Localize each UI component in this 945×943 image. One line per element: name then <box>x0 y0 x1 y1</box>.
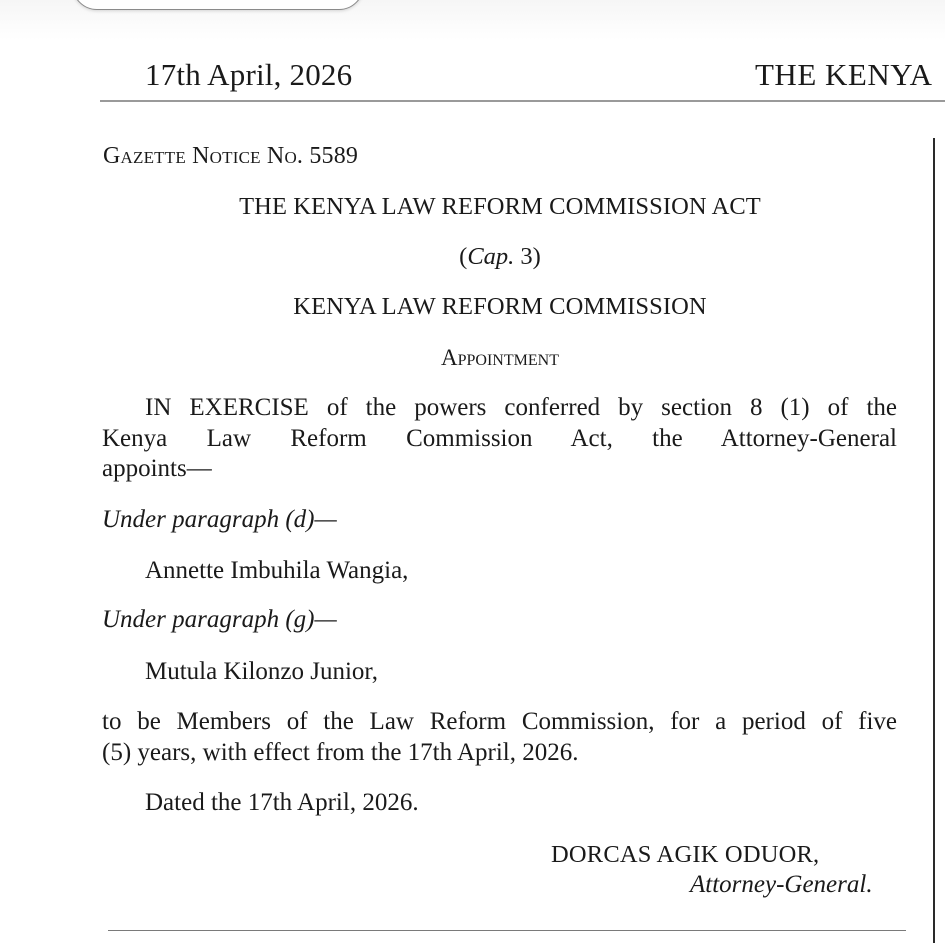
header-publication-title: THE KENYA <box>755 57 933 92</box>
exercise-line-2: Kenya Law Reform Commission Act, the Attorney-General <box>102 424 897 452</box>
members-paragraph <box>102 707 897 768</box>
header-divider <box>100 100 945 102</box>
exercise-line-3: appoints— <box>102 455 212 482</box>
header-date: 17th April, 2026 <box>145 57 353 92</box>
under-paragraph-g: Under paragraph (g)— <box>102 606 337 633</box>
dated-line: Dated the 17th April, 2026. <box>145 789 419 816</box>
appointee-1: Annette Imbuhila Wangia, <box>145 557 409 584</box>
signatory-title: Attorney-General. <box>690 871 873 898</box>
bottom-divider <box>108 930 906 931</box>
commission-name: KENYA LAW REFORM COMMISSION <box>293 293 707 320</box>
notice-number: Gazette Notice No. 5589 <box>103 143 359 169</box>
cap-reference: (Cap. 3) <box>459 243 541 270</box>
column-divider <box>933 138 935 943</box>
top-tab-outline <box>72 0 364 10</box>
signatory-name: DORCAS AGIK ODUOR, <box>551 841 820 868</box>
cap-number: 3) <box>514 243 541 270</box>
members-line-1: to be Members of the Law Reform Commission, for a period of five <box>102 708 897 735</box>
exercise-paragraph <box>102 393 897 485</box>
members-line-2: (5) years, with effect from the 17th April, 2026. <box>102 738 579 766</box>
exercise-line-1: IN EXERCISE of the powers conferred by section 8 (1) of the <box>145 394 897 421</box>
cap-label: Cap. <box>467 243 515 270</box>
appointee-2: Mutula Kilonzo Junior, <box>145 658 379 685</box>
under-paragraph-d: Under paragraph (d)— <box>102 506 337 533</box>
section-heading: Appointment <box>441 345 559 370</box>
act-title: THE KENYA LAW REFORM COMMISSION ACT <box>239 193 761 220</box>
